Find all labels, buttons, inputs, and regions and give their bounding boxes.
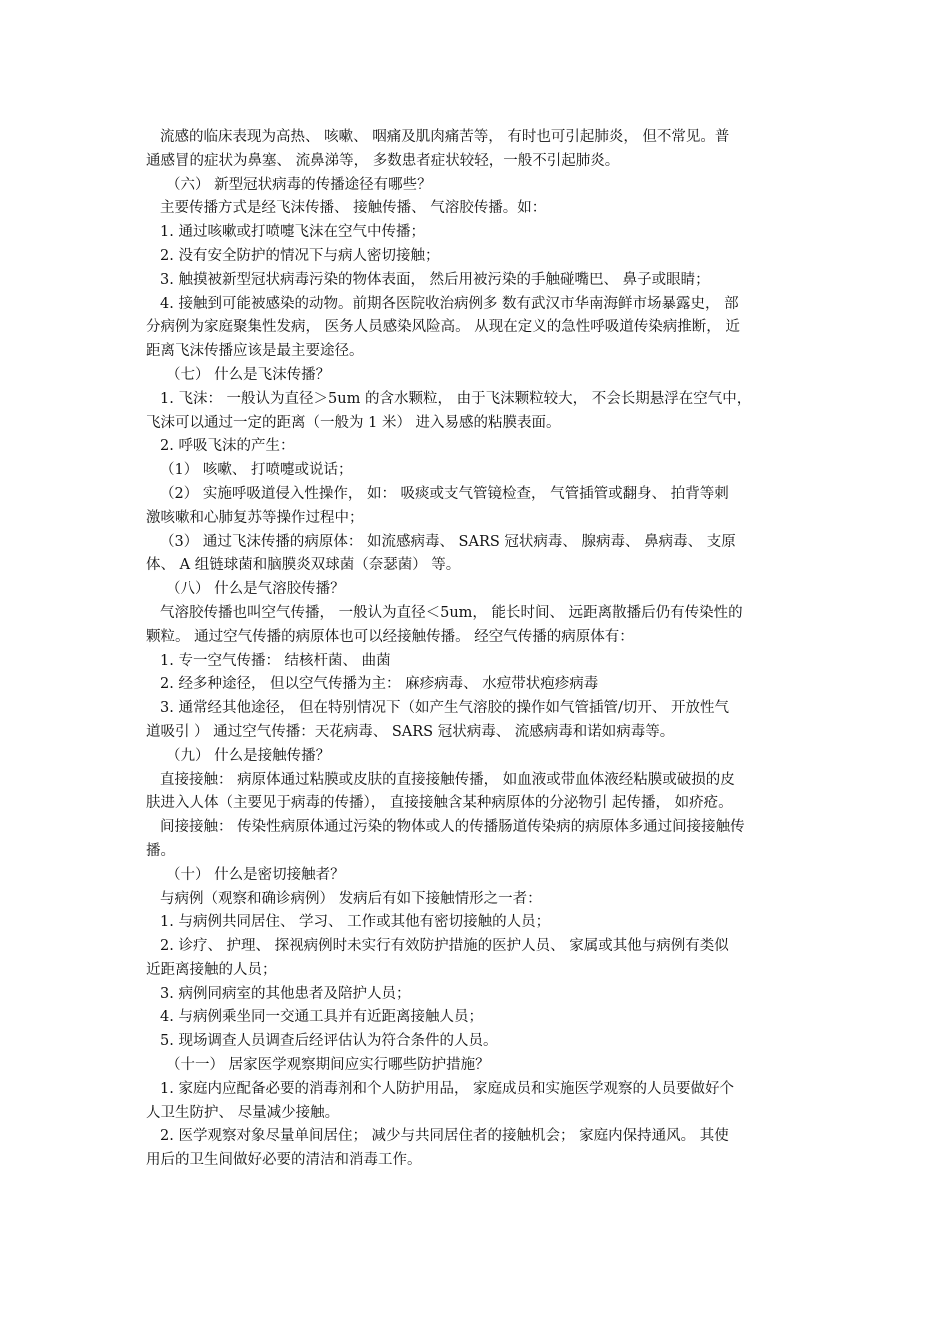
text-line: 2. 经多种途径， 但以空气传播为主： 麻疹病毒、 水痘带状疱疹病毒 (160, 676, 599, 693)
text-line: 播。 (146, 842, 175, 859)
text-line: 3. 病例同病室的其他患者及陪护人员； (160, 985, 411, 1002)
text-line: 气溶胶传播也叫空气传播， 一般认为直径＜5um， 能长时间、 远距离散播后仍有传染性的 (160, 604, 743, 621)
text-line: 间接接触： 传染性病原体通过污染的物体或人的传播肠道传染病的病原体多通过间接接触传 (160, 819, 745, 836)
text-line: 1. 通过咳嗽或打喷嚏飞沫在空气中传播； (160, 224, 425, 241)
text-line: 道吸引 ） 通过空气传播：天花病毒、 SARS 冠状病毒、 流感病毒和诺如病毒等。 (146, 723, 675, 740)
text-line: 1. 家庭内应配备必要的消毒剂和个人防护用品， 家庭成员和实施医学观察的人员要做好个 (160, 1080, 735, 1097)
text-line: 3. 通常经其他途径， 但在特别情况下（如产生气溶胶的操作如气管插管/切开、 开放性气 (160, 700, 730, 717)
text-line: 1. 专一空气传播： 结核杆菌、 曲菌 (160, 652, 391, 669)
section-heading: （十） 什么是密切接触者？ (166, 866, 345, 883)
text-line: 4. 接触到可能被感染的动物。前期各医院收治病例多 数有武汉市华南海鲜市场暴露史， 部 (160, 295, 739, 312)
text-line: 2. 诊疗、 护理、 探视病例时未实行有效防护措施的医护人员、 家属或其他与病例有类似 (160, 938, 729, 955)
text-line: 人卫生防护、 尽量减少接触。 (146, 1104, 340, 1121)
text-line: 1. 飞沫： 一般认为直径＞5um 的含水颗粒， 由于飞沫颗粒较大， 不会长期悬浮在空气中， (160, 390, 752, 407)
text-line: （3） 通过飞沫传播的病原体： 如流感病毒、 SARS 冠状病毒、 腺病毒、 鼻病毒、 支原 (160, 533, 736, 550)
text-line: 通感冒的症状为鼻塞、 流鼻涕等， 多数患者症状较轻，一般不引起肺炎。 (146, 152, 620, 169)
text-line: 4. 与病例乘坐同一交通工具并有近距离接触人员； (160, 1009, 483, 1026)
text-line: 主要传播方式是经飞沫传播、 接触传播、 气溶胶传播。如： (160, 200, 547, 217)
section-heading: （八） 什么是气溶胶传播？ (166, 581, 345, 598)
text-line: 2. 医学观察对象尽量单间居住； 减少与共同居住者的接触机会； 家庭内保持通风。 其使 (160, 1128, 729, 1145)
text-line: 飞沫可以通过一定的距离（一般为 1 米） 进入易感的粘膜表面。 (146, 414, 561, 431)
section-heading: （九） 什么是接触传播？ (166, 747, 331, 764)
text-line: 2. 没有安全防护的情况下与病人密切接触； (160, 247, 440, 264)
text-line: 激咳嗽和心肺复苏等操作过程中； (146, 509, 364, 526)
text-line: 体、 A 组链球菌和脑膜炎双球菌（奈瑟菌） 等。 (146, 557, 461, 574)
text-line: 1. 与病例共同居住、 学习、 工作或其他有密切接触的人员； (160, 914, 551, 931)
text-line: 5. 现场调查人员调查后经评估认为符合条件的人员。 (160, 1033, 498, 1050)
text-line: 2. 呼吸飞沫的产生： (160, 438, 295, 455)
text-line: 近距离接触的人员； (146, 961, 277, 978)
text-line: 肤进入人体（主要见于病毒的传播）， 直接接触含某种病原体的分泌物引 起传播， 如疥疮。 (146, 795, 733, 812)
text-line: 3. 触摸被新型冠状病毒污染的物体表面， 然后用被污染的手触碰嘴巴、 鼻子或眼睛； (160, 271, 710, 288)
document-body (146, 126, 806, 1173)
text-line: 流感的临床表现为高热、 咳嗽、 咽痛及肌肉痛苦等， 有时也可引起肺炎， 但不常见。普 (160, 129, 730, 145)
text-line: 用后的卫生间做好必要的清洁和消毒工作。 (146, 1152, 422, 1169)
text-line: （1） 咳嗽、 打喷嚏或说话； (160, 462, 353, 479)
text-line: 直接接触： 病原体通过粘膜或皮肤的直接接触传播， 如血液或带血体液经粘膜或破损的皮 (160, 771, 735, 788)
section-heading: （六） 新型冠状病毒的传播途径有哪些？ (166, 176, 432, 193)
section-heading: （七） 什么是飞沫传播？ (166, 366, 331, 383)
text-line: 与病例（观察和确诊病例） 发病后有如下接触情形之一者： (160, 890, 542, 907)
section-heading: （十一） 居家医学观察期间应实行哪些防护措施？ (166, 1057, 490, 1074)
text-line: （2） 实施呼吸道侵入性操作， 如： 吸痰或支气管镜检查， 气管插管或翻身、 拍背等刺 (160, 485, 729, 502)
text-line: 距离飞沫传播应该是最主要途径。 (146, 343, 364, 360)
text-line: 分病例为家庭聚集性发病， 医务人员感染风险高。 从现在定义的急性呼吸道传染病推断， 近 (146, 319, 740, 336)
text-line: 颗粒。 通过空气传播的病原体也可以经接触传播。 经空气传播的病原体有： (146, 628, 634, 645)
